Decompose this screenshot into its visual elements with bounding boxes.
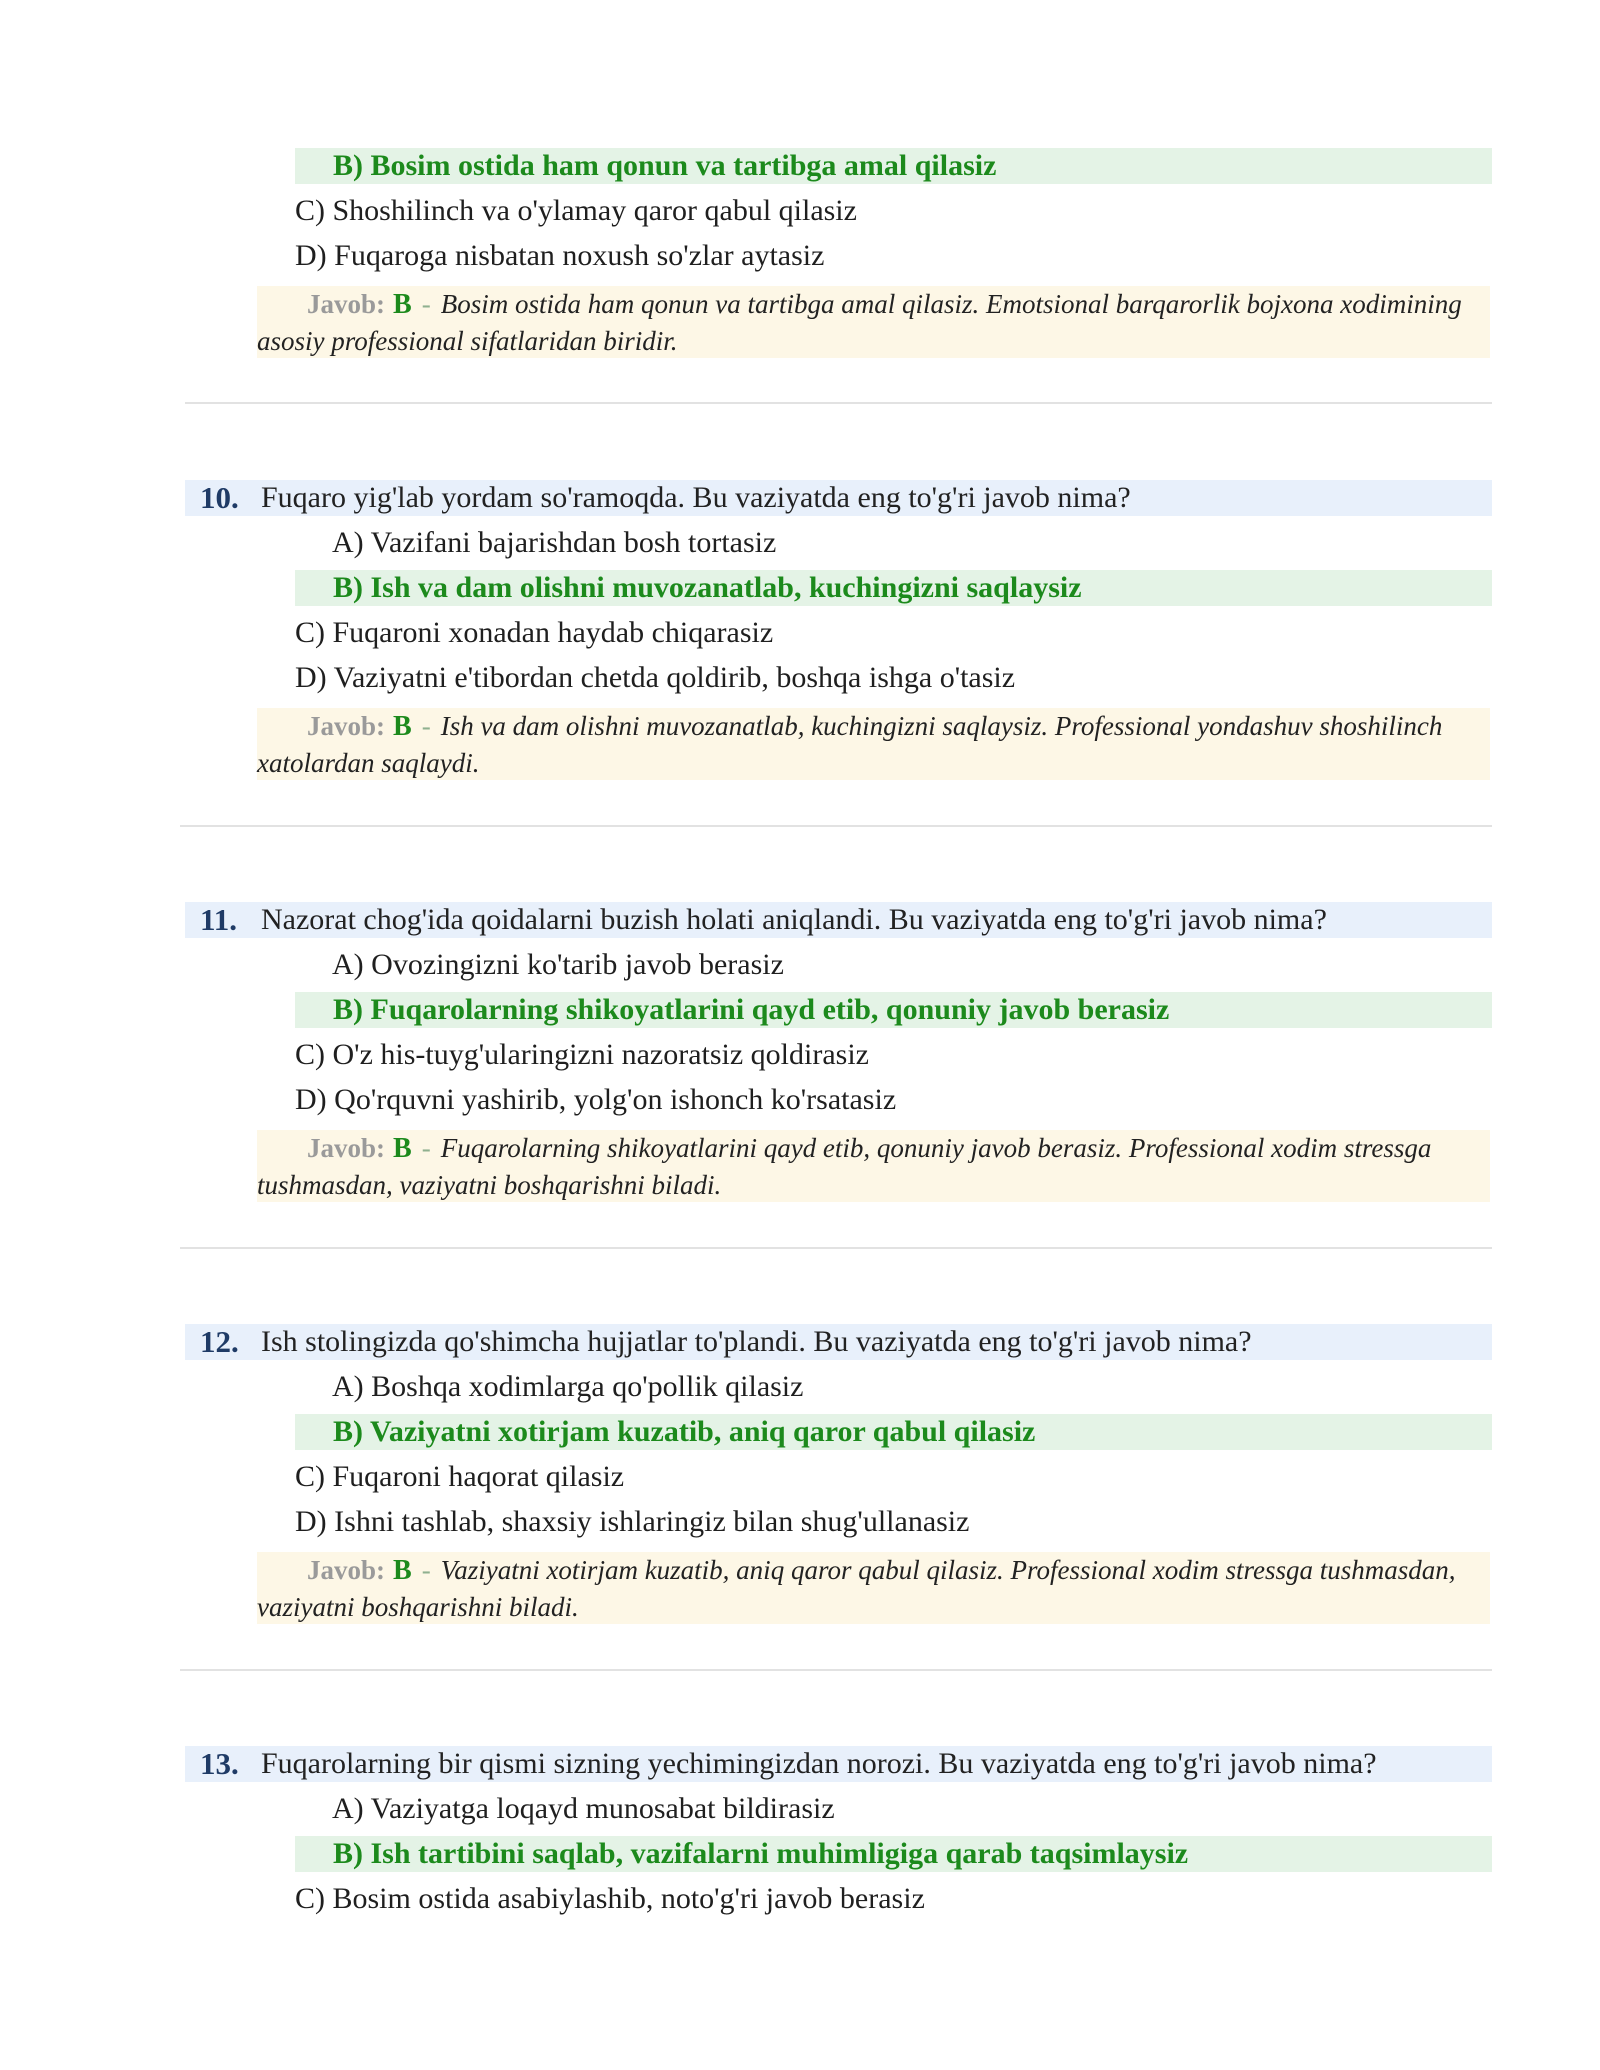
answer-box: [257, 1130, 1490, 1202]
question-number: 10.: [200, 480, 239, 515]
question-text: Fuqarolarning bir qismi sizning yechimingizdan norozi. Bu vaziyatda eng to'g'ri javob nima?: [261, 1747, 1377, 1780]
option-a: A) Vazifani bajarishdan bosh tortasiz: [332, 526, 777, 559]
option-c: C) Bosim ostida asabiylashib, noto'g'ri javob berasiz: [295, 1882, 925, 1915]
answer-box: [257, 1552, 1490, 1624]
answer-box: [257, 286, 1490, 358]
section-divider: [180, 1669, 1492, 1671]
option-c: C) Shoshilinch va o'ylamay qaror qabul qilasiz: [295, 194, 857, 227]
answer-dash: -: [421, 1133, 431, 1163]
answer-letter: B: [393, 1133, 412, 1164]
answer-letter: B: [393, 711, 412, 742]
answer-label: Javob:: [307, 1133, 386, 1163]
correct-option-b: B) Ish va dam olishni muvozanatlab, kuchingizni saqlaysiz: [295, 570, 1492, 606]
option-c: C) O'z his-tuyg'ularingizni nazoratsiz qoldirasiz: [295, 1038, 869, 1071]
correct-option-b: B) Bosim ostida ham qonun va tartibga amal qilasiz: [295, 148, 1492, 184]
answer-dash: -: [421, 1555, 431, 1585]
question-number: 11.: [200, 902, 238, 937]
correct-option-b: B) Ish tartibini saqlab, vazifalarni muhimligiga qarab taqsimlaysiz: [295, 1836, 1492, 1872]
answer-explanation: Ish va dam olishni muvozanatlab, kuchingizni saqlaysiz. Professional yondashuv shoshilinch xatolardan saqlaydi.: [257, 711, 1443, 778]
answer-explanation: Fuqarolarning shikoyatlarini qayd etib, qonuniy javob berasiz. Professional xodim stressga tushmasdan, vaziyatni boshqarishni biladi.: [257, 1133, 1432, 1200]
option-a: A) Vaziyatga loqayd munosabat bildirasiz: [332, 1792, 835, 1825]
question-line: [185, 1324, 1492, 1360]
answer-dash: -: [421, 711, 431, 741]
answer-explanation: Bosim ostida ham qonun va tartibga amal qilasiz. Emotsional barqarorlik bojxona xodimining asosiy professional sifatlaridan biridir.: [257, 289, 1462, 356]
option-d: D) Fuqaroga nisbatan noxush so'zlar aytasiz: [295, 239, 825, 272]
answer-label: Javob:: [307, 1555, 386, 1585]
answer-label: Javob:: [307, 289, 386, 319]
option-d: D) Ishni tashlab, shaxsiy ishlaringiz bilan shug'ullanasiz: [295, 1505, 970, 1538]
question-text: Fuqaro yig'lab yordam so'ramoqda. Bu vaziyatda eng to'g'ri javob nima?: [261, 481, 1131, 514]
question-number: 13.: [200, 1746, 239, 1781]
section-divider: [185, 402, 1492, 404]
answer-label: Javob:: [307, 711, 386, 741]
question-number: 12.: [200, 1324, 239, 1359]
answer-box: [257, 708, 1490, 780]
answer-letter: B: [393, 289, 412, 320]
option-d: D) Vaziyatni e'tibordan chetda qoldirib, boshqa ishga o'tasiz: [295, 661, 1016, 694]
option-c: C) Fuqaroni haqorat qilasiz: [295, 1460, 625, 1493]
option-d: D) Qo'rquvni yashirib, yolg'on ishonch ko'rsatasiz: [295, 1083, 897, 1116]
question-line: [185, 1746, 1492, 1782]
answer-dash: -: [421, 289, 431, 319]
question-text: Nazorat chog'ida qoidalarni buzish holati aniqlandi. Bu vaziyatda eng to'g'ri javob nima?: [261, 903, 1327, 936]
section-divider: [180, 825, 1492, 827]
option-a: A) Boshqa xodimlarga qo'pollik qilasiz: [332, 1370, 804, 1403]
question-text: Ish stolingizda qo'shimcha hujjatlar to'plandi. Bu vaziyatda eng to'g'ri javob nima?: [261, 1325, 1252, 1358]
question-line: [185, 902, 1492, 938]
answer-letter: B: [393, 1555, 412, 1586]
option-c: C) Fuqaroni xonadan haydab chiqarasiz: [295, 616, 774, 649]
section-divider: [180, 1247, 1492, 1249]
correct-option-b: B) Fuqarolarning shikoyatlarini qayd etib, qonuniy javob berasiz: [295, 992, 1492, 1028]
question-line: [185, 480, 1492, 516]
correct-option-b: B) Vaziyatni xotirjam kuzatib, aniq qaror qabul qilasiz: [295, 1414, 1492, 1450]
answer-explanation: Vaziyatni xotirjam kuzatib, aniq qaror qabul qilasiz. Professional xodim stressga tushmasdan, vaziyatni boshqarishni biladi.: [257, 1555, 1456, 1622]
option-a: A) Ovozingizni ko'tarib javob berasiz: [332, 948, 784, 981]
